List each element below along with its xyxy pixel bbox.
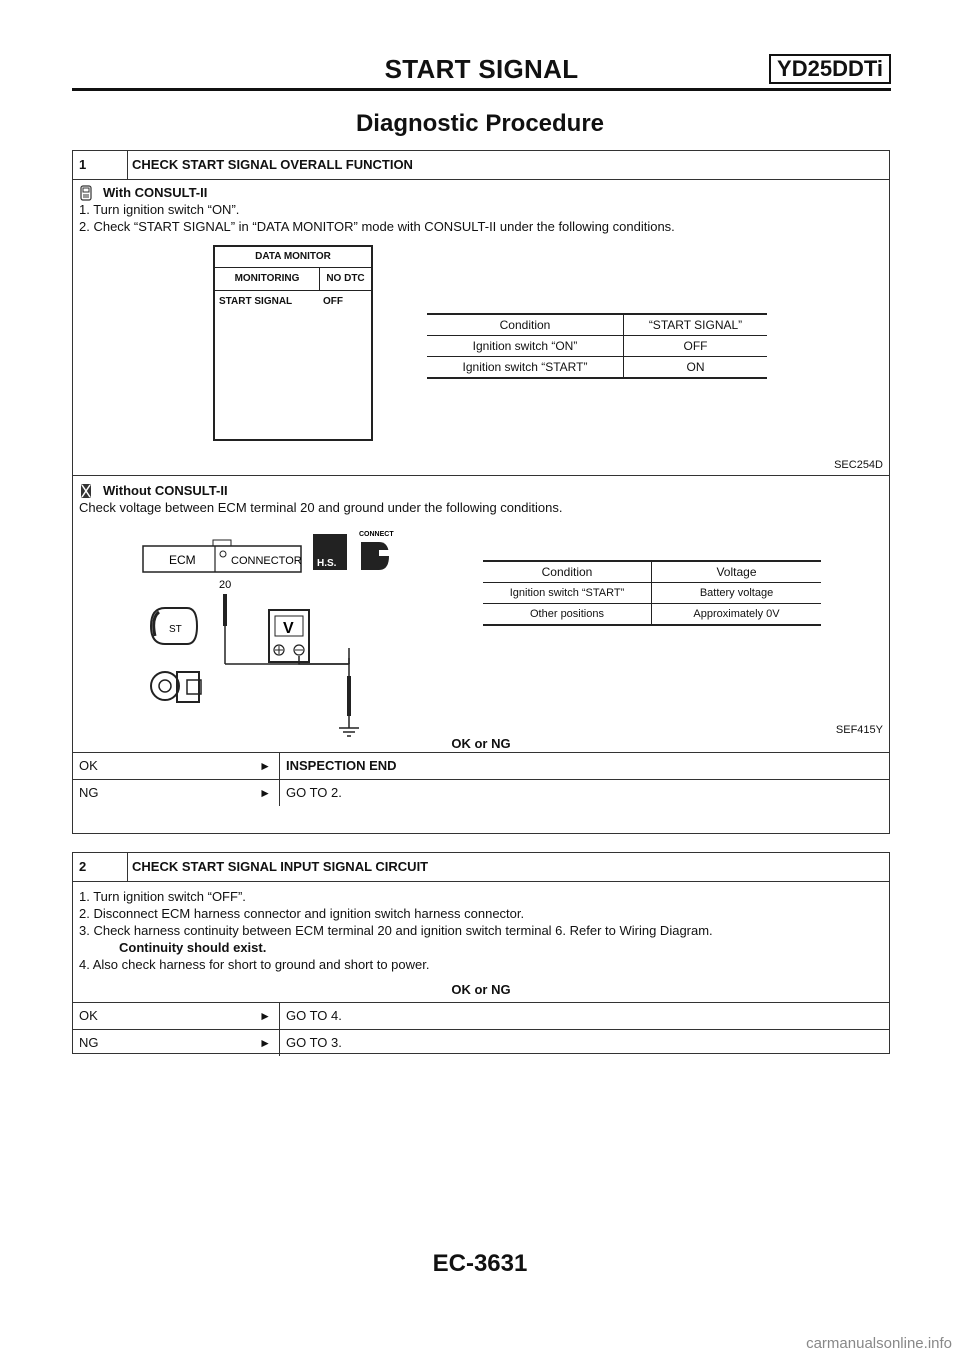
start-signal-condition-table [427,313,767,379]
result-row-ok [73,752,889,779]
table-cell: OFF [624,336,768,357]
monitor-col-monitoring: MONITORING [215,268,320,290]
monitor-value: OFF [323,296,343,307]
svg-text:V: V [283,620,294,637]
step-1-line-1: 1. Turn ignition switch “ON”. [79,202,240,217]
step-1-box [72,150,890,834]
result-label: NG [79,785,99,800]
step-2-line-4: 4. Also check harness for short to ground and short to power. [79,957,430,972]
step-number: 1 [73,151,128,179]
result-label: OK [79,1008,98,1023]
ok-or-ng-label: OK or NG [451,736,511,751]
step-2-line-2: 2. Disconnect ECM harness connector and ignition switch harness connector. [79,906,525,921]
connect-label: CONNECT [359,531,394,538]
continuity-note: Continuity should exist. [119,940,267,955]
without-consult-line [73,482,889,499]
result-label: NG [79,1035,99,1050]
ecm-label: ECM [169,553,196,567]
figure-code: SEC254D [834,459,883,471]
data-monitor-screen [213,245,373,441]
monitor-item-row [215,291,371,313]
svg-text:ST: ST [169,624,182,635]
with-consult-line [73,184,889,201]
result-action: GO TO 2. [279,780,342,806]
step-1-line-2: 2. Check “START SIGNAL” in “DATA MONITOR” mode with CONSULT-II under the following conditions. [79,219,675,234]
table-cell: Approximately 0V [652,604,822,626]
table-row [483,604,821,626]
result-action: GO TO 3. [279,1030,342,1056]
no-consult-icon [79,483,93,499]
voltage-table [483,560,821,626]
table-header-cell: Voltage [652,561,822,583]
monitor-col-no-dtc: NO DTC [326,273,365,284]
monitor-header: DATA MONITOR [215,247,371,268]
svg-text:H.S.: H.S. [317,558,337,569]
arrow-right-icon: ► [259,759,271,773]
result-label: OK [79,758,98,773]
table-cell: Ignition switch “START” [427,357,624,379]
voltage-check-diagram [73,516,889,752]
result-row-ok [73,1002,889,1029]
with-consult-label: With CONSULT-II [103,185,208,200]
starter-motor-icon [151,672,179,700]
table-cell: Other positions [483,604,652,626]
table-row [483,583,821,604]
arrow-right-icon: ► [259,1009,271,1023]
consult-icon [79,185,93,201]
table-row [427,357,767,379]
table-cell: Ignition switch “ON” [427,336,624,357]
connector-label: CONNECTOR [231,555,302,567]
table-header-cell: “START SIGNAL” [624,314,768,336]
without-consult-label: Without CONSULT-II [103,483,228,498]
step-1-header [73,151,889,180]
table-cell: Ignition switch “START” [483,583,652,604]
page-number: EC-3631 [432,1250,528,1277]
page-heading: Diagnostic Procedure [355,110,605,137]
step-title: CHECK START SIGNAL INPUT SIGNAL CIRCUIT [132,859,429,874]
figure-voltage-check [73,516,889,752]
result-row-ng [73,779,889,806]
step-2-line-1: 1. Turn ignition switch “OFF”. [79,889,246,904]
arrow-right-icon: ► [259,1036,271,1050]
table-row [483,561,821,583]
engine-model-badge: YD25DDTi [769,54,891,84]
section-title: START SIGNAL [384,54,579,84]
step-title: CHECK START SIGNAL OVERALL FUNCTION [132,157,413,172]
figure-data-monitor [73,235,889,475]
table-header-cell: Condition [427,314,624,336]
without-consult-text: Check voltage between ECM terminal 20 and ground under the following conditions. [79,500,563,515]
arrow-right-icon: ► [259,786,271,800]
terminal-number: 20 [219,579,232,591]
table-cell: ON [624,357,768,379]
result-action: GO TO 4. [279,1003,342,1029]
table-row [427,336,767,357]
monitor-item: START SIGNAL [219,296,293,307]
figure-code: SEF415Y [835,724,883,736]
result-action: INSPECTION END [279,753,397,779]
table-cell: Battery voltage [652,583,822,604]
result-row-ng [73,1029,889,1056]
watermark: carmanualsonline.info [806,1335,952,1352]
step-2-header [73,853,889,882]
page-header [72,52,891,91]
table-row [427,314,767,336]
ok-or-ng-label: OK or NG [451,982,511,997]
table-header-cell: Condition [483,561,652,583]
step-number: 2 [73,853,128,881]
step-2-box [72,852,890,1054]
step-2-line-3: 3. Check harness continuity between ECM terminal 20 and ignition switch terminal 6. Refer to Wiring Diagram. [79,923,713,938]
